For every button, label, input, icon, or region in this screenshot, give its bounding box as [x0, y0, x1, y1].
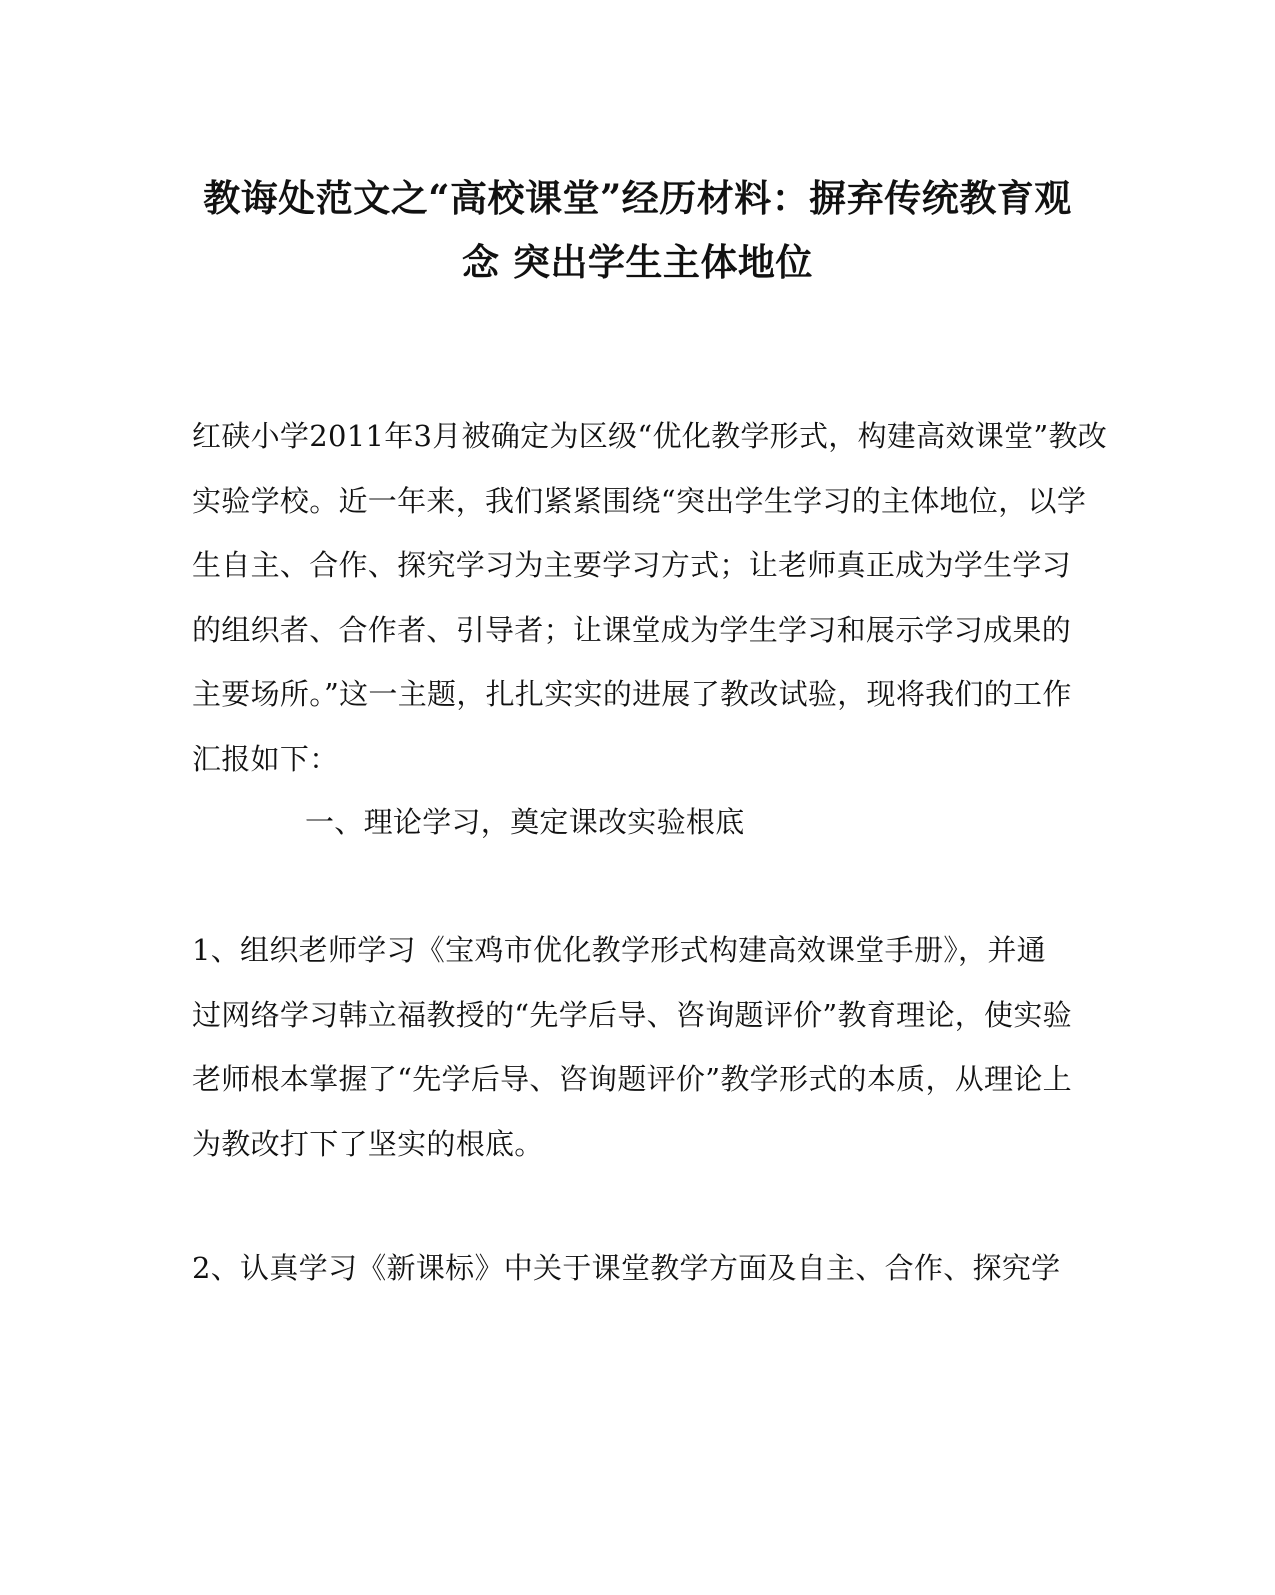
title-line: 教诲处范文之“高校课堂”经历材料：摒弃传统教育观: [203, 176, 1072, 220]
section-heading: [305, 790, 1185, 855]
paragraph-line: 汇报如下：: [192, 741, 339, 776]
paragraph-line: 过网络学习韩立福教授的“先学后导、咨询题评价”教育理论，使实验: [192, 997, 1072, 1032]
paragraph-line: 生自主、合作、探究学习为主要学习方式；让老师真正成为学生学习: [192, 548, 1072, 582]
paragraph-line: 红硖小学2011年3月被确定为区级“优化教学形式，构建高效课堂”教改: [192, 419, 1108, 453]
title-line: 念 突出学生主体地位: [462, 240, 813, 284]
intro-paragraph: [192, 404, 1108, 791]
paragraph-line: 的组织者、合作者、引导者；让课堂成为学生学习和展示学习成果的: [192, 612, 1072, 647]
section-heading-text: 一、理论学习，奠定课改实验根底: [305, 805, 745, 839]
list-item: [192, 1236, 1072, 1301]
paragraph-line: 主要场所。”这一主题，扎扎实实的进展了教改试验，现将我们的工作: [192, 677, 1072, 711]
paragraph-line: 2、认真学习《新课标》中关于课堂教学方面及自主、合作、探究学: [192, 1251, 1061, 1285]
document-title: [150, 166, 1125, 294]
paragraph-line: 为教改打下了坚实的根底。: [192, 1126, 544, 1161]
list-item: [192, 918, 1072, 1176]
paragraph-line: 1、组织老师学习《宝鸡市优化教学形式构建高效课堂手册》，并通: [192, 933, 1046, 967]
paragraph-line: 老师根本掌握了“先学后导、咨询题评价”教学形式的本质，从理论上: [192, 1062, 1072, 1096]
paragraph-line: 实验学校。近一年来，我们紧紧围绕“突出学生学习的主体地位，以学: [192, 483, 1087, 518]
